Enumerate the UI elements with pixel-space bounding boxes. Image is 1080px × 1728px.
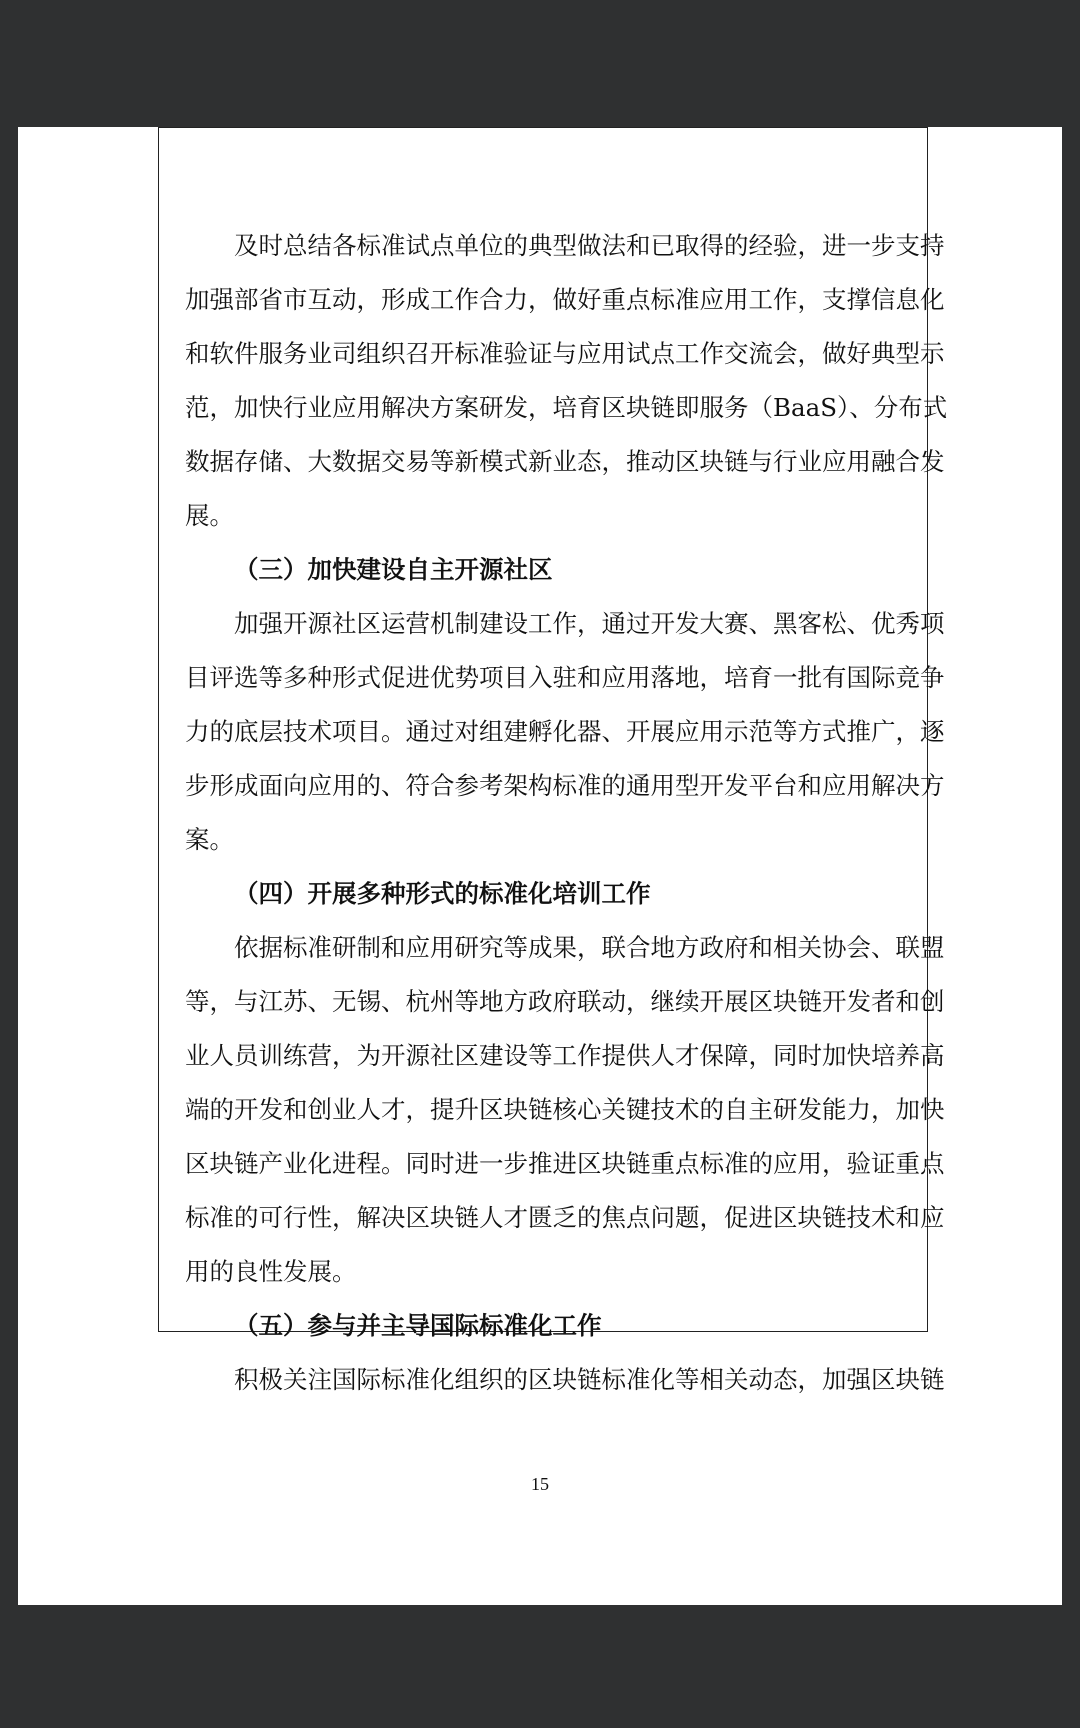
paragraph-line: 标准的可行性，解决区块链人才匮乏的焦点问题，促进区块链技术和应: [185, 1203, 945, 1232]
paragraph-line: 步形成面向应用的、符合参考架构标准的通用型开发平台和应用解决方: [185, 771, 945, 800]
paragraph-line: 数据存储、大数据交易等新模式新业态，推动区块链与行业应用融合发: [185, 447, 945, 476]
section-heading: （三）加快建设自主开源社区: [234, 555, 553, 584]
paragraph-line: 区块链产业化进程。同时进一步推进区块链重点标准的应用，验证重点: [185, 1149, 945, 1178]
section-heading: （四）开展多种形式的标准化培训工作: [234, 879, 651, 908]
paragraph-line: 积极关注国际标准化组织的区块链标准化等相关动态，加强区块链: [234, 1365, 945, 1394]
paragraph-line: 和软件服务业司组织召开标准验证与应用试点工作交流会，做好典型示: [185, 339, 945, 368]
paragraph-line: 范，加快行业应用解决方案研发，培育区块链即服务（BaaS）、分布式: [185, 393, 948, 422]
paragraph-line: 业人员训练营，为开源社区建设等工作提供人才保障，同时加快培养高: [185, 1041, 945, 1070]
section-heading: （五）参与并主导国际标准化工作: [234, 1311, 602, 1340]
paragraph-line: 及时总结各标准试点单位的典型做法和已取得的经验，进一步支持: [234, 231, 945, 260]
paragraph-line: 加强开源社区运营机制建设工作，通过开发大赛、黑客松、优秀项: [234, 609, 945, 638]
paragraph-line: 展。: [185, 501, 234, 530]
paragraph-line: 等，与江苏、无锡、杭州等地方政府联动，继续开展区块链开发者和创: [185, 987, 945, 1016]
paragraph-line: 案。: [185, 825, 234, 854]
paragraph-line: 加强部省市互动，形成工作合力，做好重点标准应用工作，支撑信息化: [185, 285, 945, 314]
page-number: 15: [531, 1474, 549, 1494]
paragraph-line: 端的开发和创业人才，提升区块链核心关键技术的自主研发能力，加快: [185, 1095, 945, 1124]
paragraph-line: 目评选等多种形式促进优势项目入驻和应用落地，培育一批有国际竞争: [185, 663, 945, 692]
paragraph-line: 力的底层技术项目。通过对组建孵化器、开展应用示范等方式推广，逐: [185, 717, 945, 746]
paragraph-line: 用的良性发展。: [185, 1257, 357, 1286]
paragraph-line: 依据标准研制和应用研究等成果，联合地方政府和相关协会、联盟: [234, 933, 945, 962]
